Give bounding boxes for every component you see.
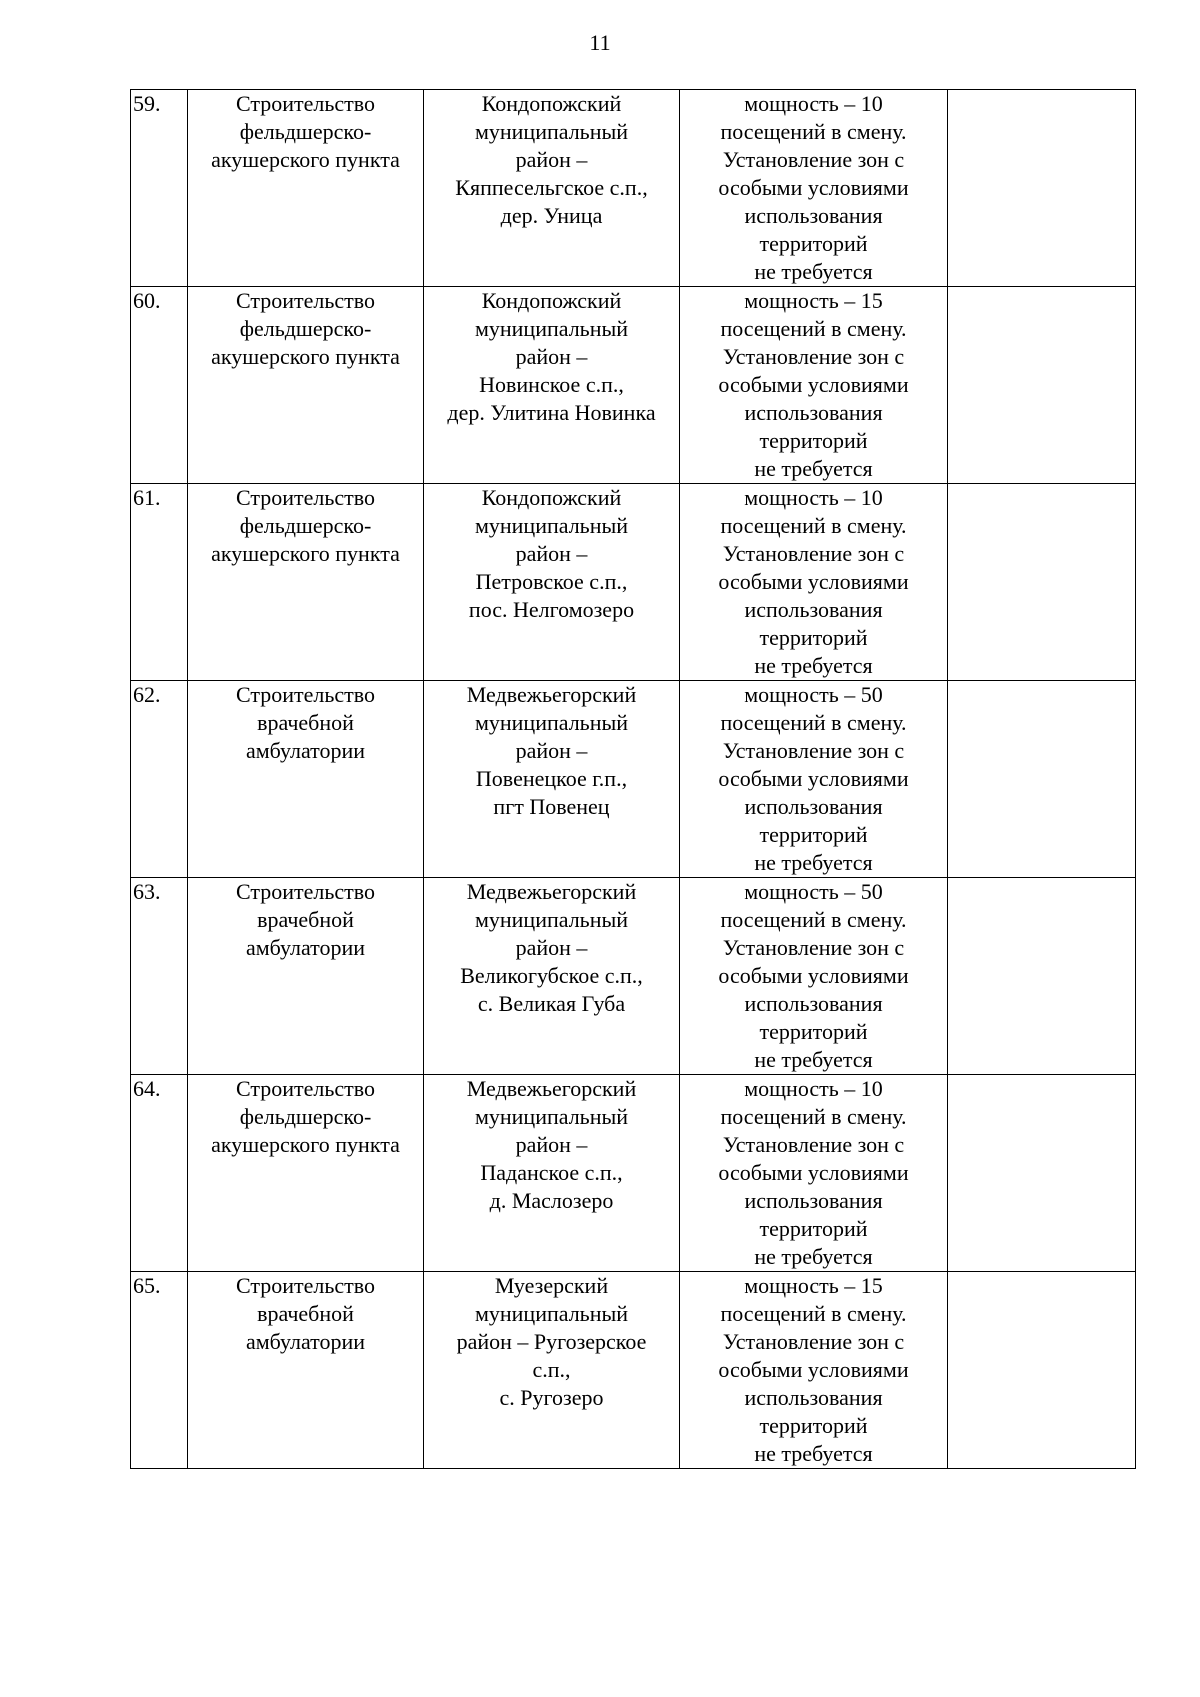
location-line: Кондопожский	[481, 91, 622, 116]
capacity-line: мощность – 10	[744, 1076, 883, 1101]
capacity-line: посещений в смену.	[720, 1301, 907, 1326]
capacity-cell	[680, 878, 948, 1075]
note-cell	[948, 878, 1136, 1075]
capacity-line: особыми условиями	[718, 1160, 909, 1185]
location-line: район –	[515, 147, 588, 172]
location-line: муниципальный	[474, 710, 629, 735]
capacity-line: использования	[744, 1188, 883, 1213]
object-line: акушерского пункта	[211, 344, 400, 369]
capacity-line: особыми условиями	[718, 766, 909, 791]
object-line: врачебной	[257, 907, 354, 932]
capacity-line: посещений в смену.	[720, 710, 907, 735]
capacity-line: территорий	[759, 822, 868, 847]
location-line: муниципальный	[474, 316, 629, 341]
capacity-cell	[680, 484, 948, 681]
page-number: 11	[589, 30, 611, 55]
location-line: д. Маслозеро	[489, 1188, 614, 1213]
location-line: Медвежьегорский	[466, 1076, 637, 1101]
location-line: с. Ругозеро	[499, 1385, 604, 1410]
location-line: район –	[515, 1132, 588, 1157]
location-cell	[424, 1272, 680, 1469]
table-row	[131, 878, 1136, 1075]
location-line: Кондопожский	[481, 288, 622, 313]
capacity-line: Установление зон с	[722, 1329, 905, 1354]
location-cell	[424, 287, 680, 484]
capacity-line: Установление зон с	[722, 738, 905, 763]
capacity-line: мощность – 10	[744, 485, 883, 510]
object-line: амбулатории	[245, 1329, 366, 1354]
capacity-line: не требуется	[754, 456, 873, 481]
location-line: район –	[515, 935, 588, 960]
table-row	[131, 1272, 1136, 1469]
capacity-line: мощность – 15	[744, 1273, 883, 1298]
row-number: 61.	[131, 484, 188, 681]
capacity-cell	[680, 681, 948, 878]
object-cell	[188, 484, 424, 681]
capacity-cell	[680, 1075, 948, 1272]
object-line: Строительство	[235, 485, 376, 510]
note-cell	[948, 1075, 1136, 1272]
capacity-line: Установление зон с	[722, 1132, 905, 1157]
note-cell	[948, 484, 1136, 681]
location-line: муниципальный	[474, 907, 629, 932]
capacity-line: Установление зон с	[722, 541, 905, 566]
capacity-line: не требуется	[754, 850, 873, 875]
capacity-line: не требуется	[754, 1441, 873, 1466]
capacity-line: использования	[744, 400, 883, 425]
location-line: с.п.,	[532, 1357, 571, 1382]
row-number: 62.	[131, 681, 188, 878]
object-line: амбулатории	[245, 935, 366, 960]
location-line: дер. Уница	[500, 203, 603, 228]
capacity-cell	[680, 287, 948, 484]
location-cell	[424, 1075, 680, 1272]
location-line: Медвежьегорский	[466, 879, 637, 904]
table-body	[131, 90, 1136, 1469]
object-line: Строительство	[235, 91, 376, 116]
location-line: Новинское с.п.,	[479, 372, 624, 397]
object-line: фельдшерско-	[239, 513, 372, 538]
location-line: пос. Нелгомозеро	[468, 597, 635, 622]
capacity-line: посещений в смену.	[720, 316, 907, 341]
registry-table	[130, 89, 1136, 1469]
row-number: 64.	[131, 1075, 188, 1272]
object-line: Строительство	[235, 682, 376, 707]
location-cell	[424, 681, 680, 878]
object-line: амбулатории	[245, 738, 366, 763]
location-line: муниципальный	[474, 119, 629, 144]
capacity-cell	[680, 90, 948, 287]
location-line: Петровское с.п.,	[475, 569, 628, 594]
location-line: Паданское с.п.,	[480, 1160, 623, 1185]
location-line: муниципальный	[474, 513, 629, 538]
capacity-line: территорий	[759, 1019, 868, 1044]
table-row	[131, 287, 1136, 484]
capacity-line: не требуется	[754, 653, 873, 678]
capacity-line: территорий	[759, 625, 868, 650]
capacity-line: посещений в смену.	[720, 1104, 907, 1129]
object-line: Строительство	[235, 1273, 376, 1298]
object-cell	[188, 1272, 424, 1469]
capacity-line: территорий	[759, 1216, 868, 1241]
object-line: Строительство	[235, 1076, 376, 1101]
capacity-line: мощность – 50	[744, 879, 883, 904]
table-row	[131, 90, 1136, 287]
capacity-line: особыми условиями	[718, 1357, 909, 1382]
capacity-line: использования	[744, 203, 883, 228]
capacity-line: территорий	[759, 231, 868, 256]
capacity-line: Установление зон с	[722, 344, 905, 369]
location-line: муниципальный	[474, 1301, 629, 1326]
capacity-line: особыми условиями	[718, 963, 909, 988]
object-cell	[188, 681, 424, 878]
capacity-line: использования	[744, 991, 883, 1016]
object-line: Строительство	[235, 288, 376, 313]
capacity-line: не требуется	[754, 1047, 873, 1072]
capacity-line: посещений в смену.	[720, 119, 907, 144]
note-cell	[948, 90, 1136, 287]
object-cell	[188, 878, 424, 1075]
table-row	[131, 484, 1136, 681]
object-line: фельдшерско-	[239, 316, 372, 341]
note-cell	[948, 1272, 1136, 1469]
row-number: 59.	[131, 90, 188, 287]
table-row	[131, 1075, 1136, 1272]
object-cell	[188, 1075, 424, 1272]
capacity-line: Установление зон с	[722, 935, 905, 960]
location-cell	[424, 878, 680, 1075]
capacity-line: особыми условиями	[718, 569, 909, 594]
capacity-line: мощность – 50	[744, 682, 883, 707]
location-line: Повенецкое г.п.,	[475, 766, 628, 791]
capacity-line: использования	[744, 1385, 883, 1410]
capacity-cell	[680, 1272, 948, 1469]
location-line: дер. Улитина Новинка	[447, 400, 656, 425]
capacity-line: мощность – 10	[744, 91, 883, 116]
object-cell	[188, 287, 424, 484]
capacity-line: не требуется	[754, 1244, 873, 1269]
location-cell	[424, 90, 680, 287]
location-line: пгт Повенец	[493, 794, 610, 819]
capacity-line: использования	[744, 597, 883, 622]
capacity-line: мощность – 15	[744, 288, 883, 313]
capacity-line: территорий	[759, 428, 868, 453]
location-line: район –	[515, 344, 588, 369]
object-cell	[188, 90, 424, 287]
object-line: фельдшерско-	[239, 1104, 372, 1129]
capacity-line: территорий	[759, 1413, 868, 1438]
table-row	[131, 681, 1136, 878]
location-line: Великогубское с.п.,	[460, 963, 643, 988]
object-line: акушерского пункта	[211, 1132, 400, 1157]
note-cell	[948, 287, 1136, 484]
location-line: Кяппесельгское с.п.,	[455, 175, 648, 200]
capacity-line: не требуется	[754, 259, 873, 284]
location-line: Кондопожский	[481, 485, 622, 510]
capacity-line: посещений в смену.	[720, 513, 907, 538]
capacity-line: Установление зон с	[722, 147, 905, 172]
capacity-line: посещений в смену.	[720, 907, 907, 932]
row-number: 65.	[131, 1272, 188, 1469]
capacity-line: использования	[744, 794, 883, 819]
location-line: Медвежьегорский	[466, 682, 637, 707]
capacity-line: особыми условиями	[718, 175, 909, 200]
object-line: врачебной	[257, 710, 354, 735]
location-cell	[424, 484, 680, 681]
location-line: с. Великая Губа	[477, 991, 626, 1016]
location-line: район – Ругозерское	[456, 1329, 647, 1354]
location-line: муниципальный	[474, 1104, 629, 1129]
row-number: 60.	[131, 287, 188, 484]
location-line: район –	[515, 738, 588, 763]
object-line: акушерского пункта	[211, 541, 400, 566]
location-line: Муезерский	[494, 1273, 609, 1298]
location-line: район –	[515, 541, 588, 566]
object-line: врачебной	[257, 1301, 354, 1326]
object-line: акушерского пункта	[211, 147, 400, 172]
object-line: Строительство	[235, 879, 376, 904]
object-line: фельдшерско-	[239, 119, 372, 144]
note-cell	[948, 681, 1136, 878]
capacity-line: особыми условиями	[718, 372, 909, 397]
row-number: 63.	[131, 878, 188, 1075]
